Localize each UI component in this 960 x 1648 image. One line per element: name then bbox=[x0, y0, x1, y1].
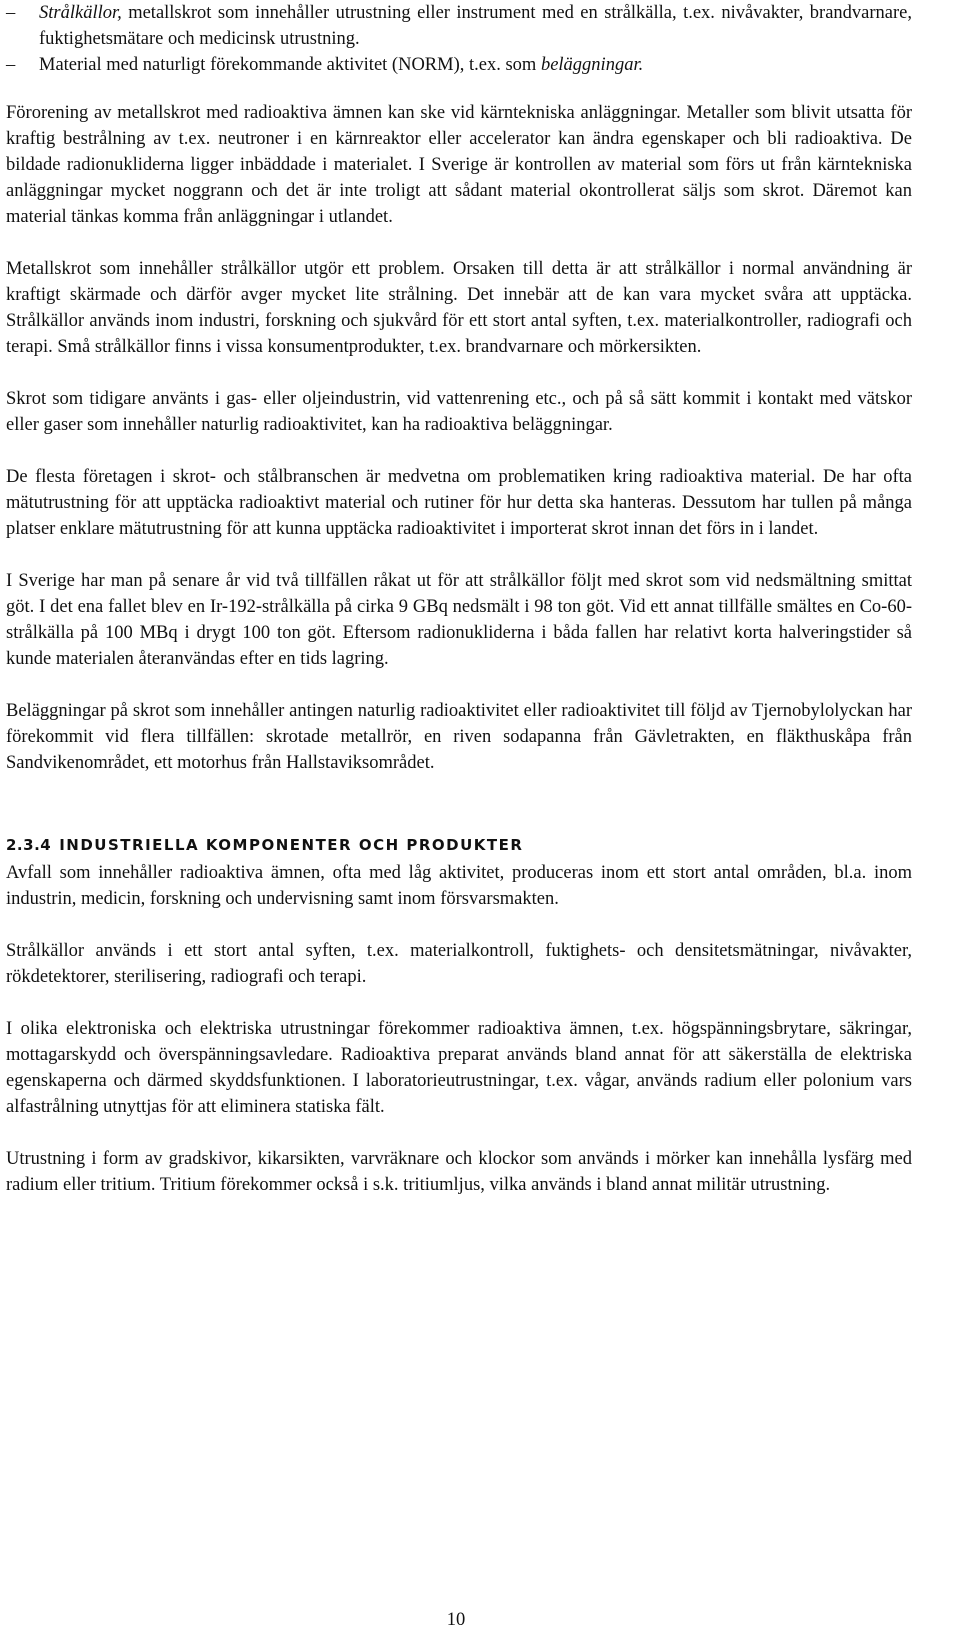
paragraph-coatings: Beläggningar på skrot som innehåller antingen naturlig radioaktivitet eller radioaktivitet till följd av Tjernobylolyckan har förekommit vid flera tillfällen: skrotade metallrör, en riven sodapanna från Gävletrakten, en fläkthuskåpa från Sandvikenområdet, ett motorhus från Hallstaviksområdet. bbox=[6, 701, 912, 773]
section-heading bbox=[6, 834, 912, 856]
paragraph-electronics: I olika elektroniska och elektriska utrustningar förekommer radioaktiva ämnen, t.ex. högspänningsbrytare, säkringar, mottagarskydd och överspänningsavledare. Radioaktiva preparat används bland annat för att säkerställa de elektriska egenskaperna och därmed skyddsfunktionen. I laboratorieutrustningar, t.ex. vågar, används radium eller polonium vars alfastrålning utnyttjas för att eliminera statiska fält. bbox=[6, 1019, 912, 1117]
paragraph-swedish-incidents: I Sverige har man på senare år vid två tillfällen råkat ut för att strålkällor följt med skrot som vid nedsmältning smittat göt. I det ena fallet blev en Ir-192-strålkälla på cirka 9 GBq nedsmält i 98 ton göt. Vid ett annat tillfälle smältes en Co-60-strålkälla på 100 MBq i drygt 100 ton göt. Eftersom radionukliderna i båda fallen har relativt korta halveringstider så kunde materialen återanvändas efter en tids lagring. bbox=[6, 571, 912, 669]
section-title: INDUSTRIELLA KOMPONENTER OCH PRODUKTER bbox=[59, 836, 524, 854]
section-number: 2.3.4 bbox=[6, 836, 52, 854]
paragraph-contamination: Förorening av metallskrot med radioaktiva ämnen kan ske vid kärntekniska anläggningar. Metaller som blivit utsatta för kraftig bestrålning av t.ex. neutroner i en kärnreaktor eller accelerator kan ändra egenskaper och bli radioaktiva. De bildade radionukliderna ligger inbäddade i materialet. I Sverige är kontrollen av material som förs ut från kärntekniska anläggningar mycket noggrann och det är inte troligt att sådant material okontrollerat säljs som skrot. Däremot kan material tänkas komma från anläggningar i utlandet. bbox=[6, 103, 912, 227]
bullet-text: Material med naturligt förekommande aktivitet (NORM), t.ex. som bbox=[39, 55, 541, 75]
paragraph-industry-awareness: De flesta företagen i skrot- och stålbranschen är medvetna om problematiken kring radioaktiva material. De har ofta mätutrustning för att upptäcka radioaktivt material och rutiner för hur detta ska hanteras. Dessutom har tullen på många platser enklare mätutrustning för att kunna upptäcka radioaktivitet i importerat skrot innan det förs in i landet. bbox=[6, 467, 912, 539]
paragraph-luminous-paint: Utrustning i form av gradskivor, kikarsikten, varvräknare och klockor som används i mörker kan innehålla lysfärg med radium eller tritium. Tritium förekommer också i s.k. tritiumljus, vilka används i bland annat militär utrustning. bbox=[6, 1149, 912, 1195]
dash-bullet-icon: – bbox=[6, 55, 16, 75]
page-number: 10 bbox=[446, 1610, 466, 1630]
bullet-lead-term: Strålkällor, bbox=[39, 3, 122, 23]
paragraph-waste-origin: Avfall som innehåller radioaktiva ämnen, ofta med låg aktivitet, produceras inom ett stort antal områden, bl.a. inom industrin, medicin, forskning och undervisning samt inom försvarsmakten. bbox=[6, 863, 912, 909]
page-content bbox=[6, 0, 912, 1198]
paragraph-source-uses: Strålkällor används i ett stort antal syften, t.ex. materialkontroll, fuktighets- och densitetsmätningar, nivåvakter, rökdetektorer, sterilisering, radiografi och terapi. bbox=[6, 941, 912, 987]
list-item bbox=[6, 52, 912, 78]
list-item bbox=[6, 0, 912, 52]
bullet-text: metallskrot som innehåller utrustning eller instrument med en strålkälla, t.ex. nivåvakter, brandvarnare, fuktighetsmätare och medicinsk utrustning. bbox=[39, 3, 912, 49]
bullet-list bbox=[6, 0, 912, 78]
paragraph-oil-gas-scrap: Skrot som tidigare använts i gas- eller oljeindustrin, vid vattenrening etc., och på så sätt kommit i kontakt med vätskor eller gaser som innehåller naturlig radioaktivitet, kan ha radioaktiva beläggningar. bbox=[6, 389, 912, 435]
dash-bullet-icon: – bbox=[6, 3, 16, 23]
paragraph-sources-problem: Metallskrot som innehåller strålkällor utgör ett problem. Orsaken till detta är att strålkällor i normal användning är kraftigt skärmade och därför avger mycket lite strålning. Det innebär att de kan vara mycket svåra att upptäcka. Strålkällor används inom industri, forskning och sjukvård för ett stort antal syften, t.ex. materialkontroller, radiografi och terapi. Små strålkällor finns i vissa konsumentprodukter, t.ex. brandvarnare och mörkersikten. bbox=[6, 259, 912, 357]
bullet-emphasis: beläggningar. bbox=[540, 55, 644, 75]
